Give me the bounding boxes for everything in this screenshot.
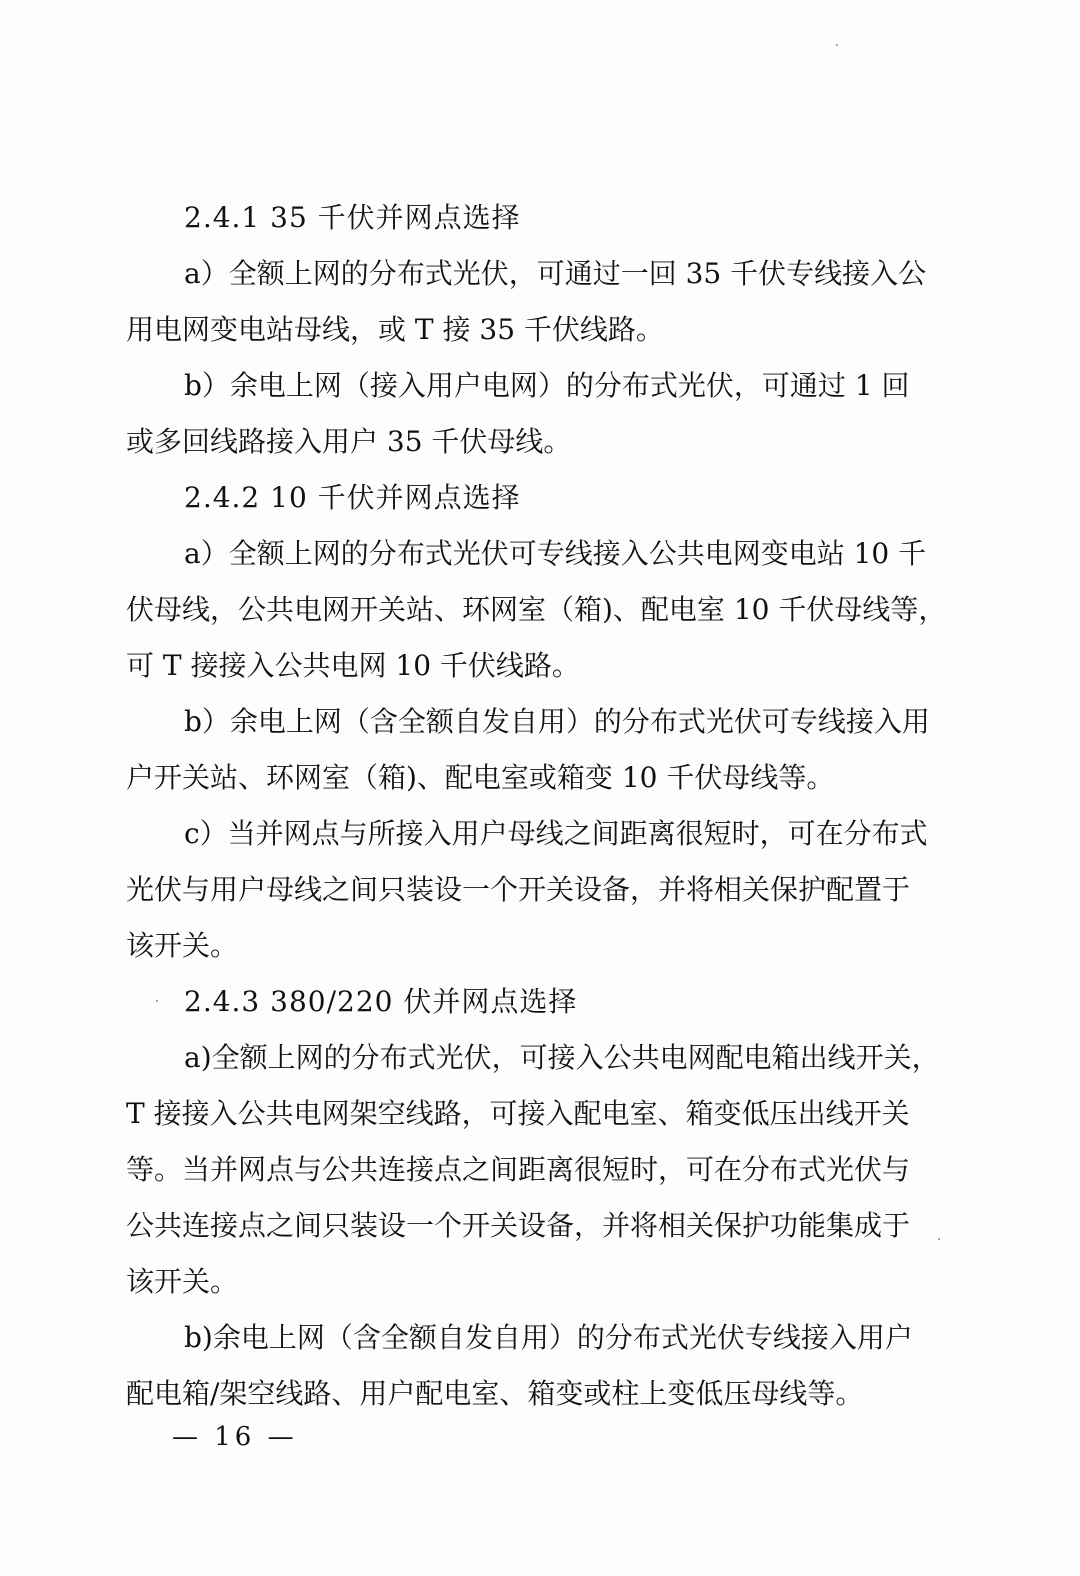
page-number: — 16 — bbox=[172, 1422, 298, 1452]
paragraph-line: a）全额上网的分布式光伏可专线接入公共电网变电站 10 千 bbox=[184, 537, 927, 570]
paragraph-line: T 接接入公共电网架空线路，可接入配电室、箱变低压出线开关 bbox=[126, 1097, 910, 1130]
paragraph-line: b)余电上网（含全额自发自用）的分布式光伏专线接入用户 bbox=[184, 1321, 913, 1354]
paragraph-line: 该开关。 bbox=[126, 929, 239, 962]
paragraph-line: 可 T 接接入公共电网 10 千伏线路。 bbox=[126, 649, 580, 682]
paragraph-line: 公共连接点之间只装设一个开关设备，并将相关保护功能集成于 bbox=[126, 1209, 911, 1242]
paragraph-line: 户开关站、环网室（箱)、配电室或箱变 10 千伏母线等。 bbox=[126, 761, 835, 794]
scan-speck bbox=[938, 1238, 940, 1240]
paragraph-line: a)全额上网的分布式光伏，可接入公共电网配电箱出线开关， bbox=[184, 1041, 940, 1074]
scan-speck bbox=[156, 1000, 158, 1002]
paragraph-line: b）余电上网（接入用户电网）的分布式光伏，可通过 1 回 bbox=[184, 369, 910, 402]
paragraph-line: 等。当并网点与公共连接点之间距离很短时，可在分布式光伏与 bbox=[126, 1153, 911, 1186]
paragraph-line: a）全额上网的分布式光伏，可通过一回 35 千伏专线接入公 bbox=[184, 257, 927, 290]
paragraph-line: 光伏与用户母线之间只装设一个开关设备，并将相关保护配置于 bbox=[126, 873, 911, 906]
paragraph-line: 或多回线路接入用户 35 千伏母线。 bbox=[126, 425, 572, 458]
section-heading-2-4-2: 2.4.2 10 千伏并网点选择 bbox=[184, 481, 521, 514]
section-heading-2-4-3: 2.4.3 380/220 伏并网点选择 bbox=[184, 985, 578, 1018]
paragraph-line: 配电箱/架空线路、用户配电室、箱变或柱上变低压母线等。 bbox=[126, 1377, 864, 1410]
paragraph-line: 用电网变电站母线，或 T 接 35 千伏线路。 bbox=[126, 313, 664, 346]
paragraph-line: 伏母线，公共电网开关站、环网室（箱)、配电室 10 千伏母线等， bbox=[126, 593, 947, 626]
paragraph-line: 该开关。 bbox=[126, 1265, 239, 1298]
paragraph-line: b）余电上网（含全额自发自用）的分布式光伏可专线接入用 bbox=[184, 705, 930, 738]
section-heading-2-4-1: 2.4.1 35 千伏并网点选择 bbox=[184, 201, 521, 234]
paragraph-line: c）当并网点与所接入用户母线之间距离很短时，可在分布式 bbox=[184, 817, 928, 850]
scan-speck bbox=[836, 44, 838, 46]
